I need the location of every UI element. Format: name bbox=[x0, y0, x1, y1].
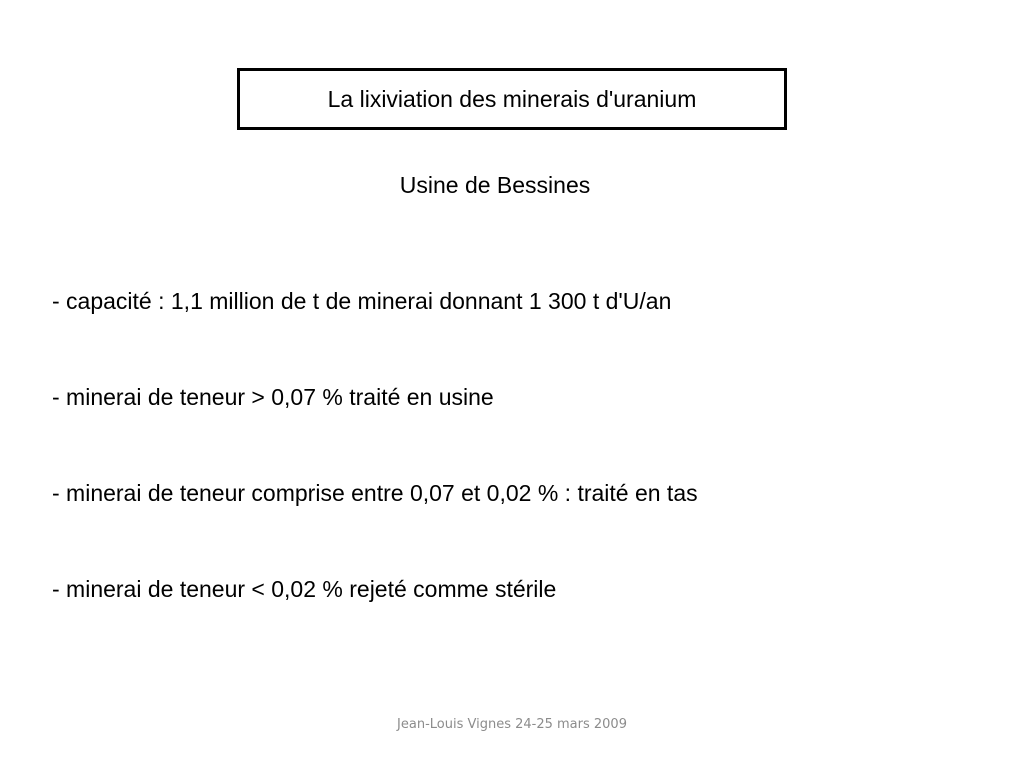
bullet-list bbox=[52, 287, 698, 671]
title-box bbox=[237, 68, 787, 130]
slide-title: La lixiviation des minerais d'uranium bbox=[327, 86, 697, 112]
slide-footer: Jean-Louis Vignes 24-25 mars 2009 bbox=[397, 717, 627, 732]
slide-subtitle: Usine de Bessines bbox=[399, 172, 591, 198]
bullet-item-capacity: - capacité : 1,1 million de t de minerai donnant 1 300 t d'U/an bbox=[52, 288, 672, 314]
bullet-item-heap-treatment: - minerai de teneur comprise entre 0,07 et 0,02 % : traité en tas bbox=[52, 480, 698, 506]
bullet-item-plant-treatment: - minerai de teneur > 0,07 % traité en usine bbox=[52, 384, 494, 410]
bullet-item-rejected-sterile: - minerai de teneur < 0,02 % rejeté comme stérile bbox=[52, 576, 557, 602]
